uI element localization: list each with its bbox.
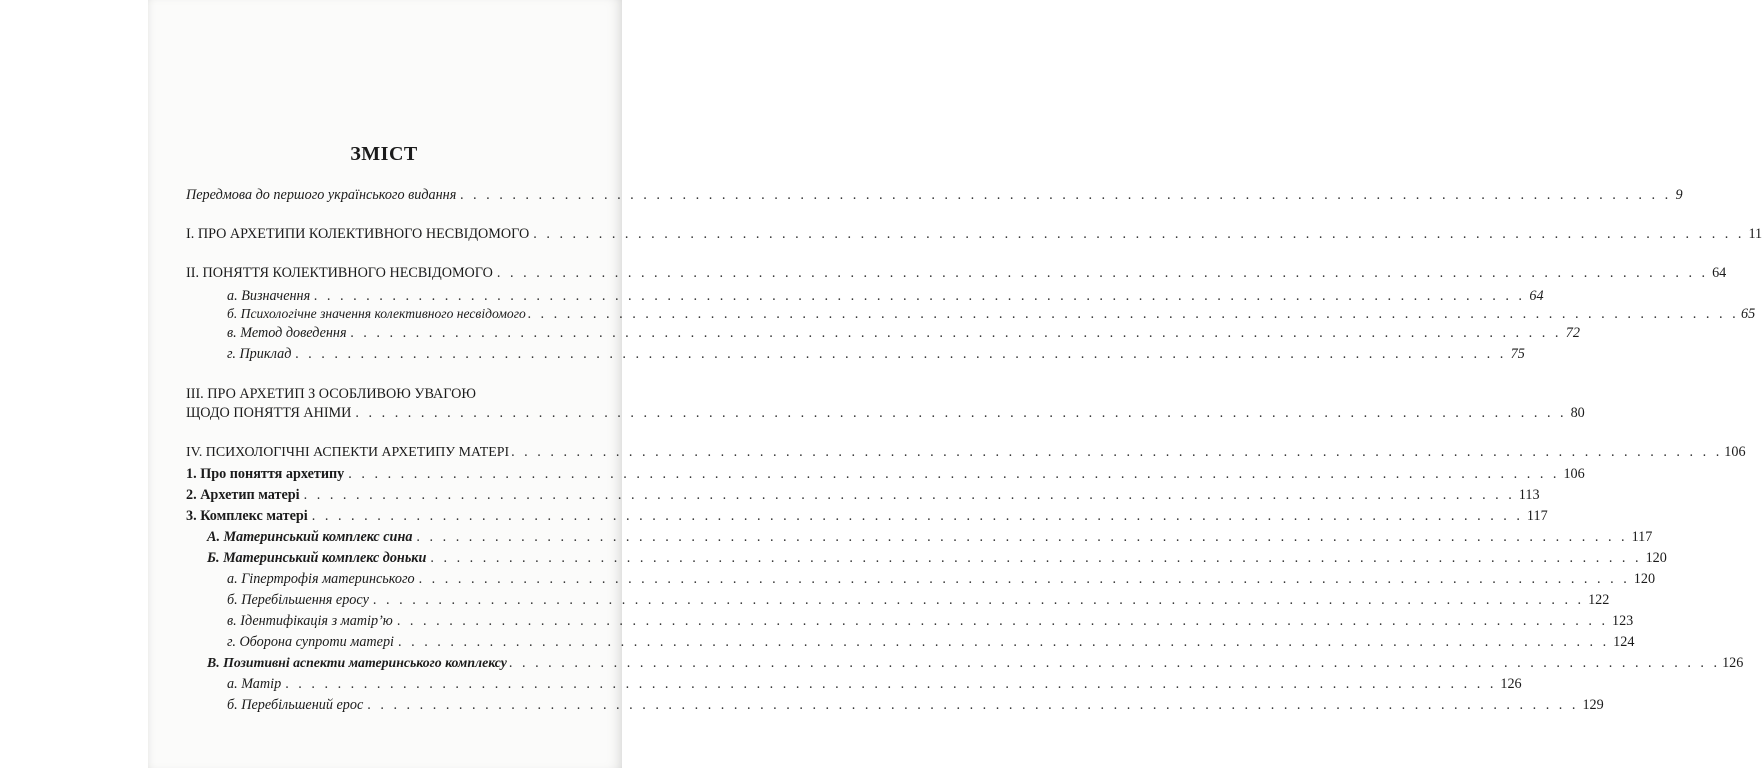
toc-leader-dots: . . . . . . . . . . . . . . . . . . . . . . . . . . . . . . . . . . . . . . . . . . . . . . . . . . . . . . . . . . . . . . . . . . . . . . . . . . . . . . . . . . . . . . . . . . . . . (295, 346, 1507, 362)
toc-leader-dots: . . . . . . . . . . . . . . . . . . . . . . . . . . . . . . . . . . . . . . . . . . . . . . . . . . . . . . . . . . . . . . . . . . . . . . . . . . . . . . . . . . . . . . . . . . . . . (511, 444, 1723, 460)
toc-leader-dots: . . . . . . . . . . . . . . . . . . . . . . . . . . . . . . . . . . . . . . . . . . . . . . . . . . . . . . . . . . . . . . . . . . . . . . . . . . . . . . . . . . . . . . . . . . . . . (348, 466, 1560, 482)
toc-entry-mother (227, 675, 1522, 693)
toc-leader-dots: . . . . . . . . . . . . . . . . . . . . . . . . . . . . . . . . . . . . . . . . . . . . . . . . . . . . . . . . . . . . . . . . . . . . . . . . . . . . . . . . . . . . . . . . . . . . . (533, 226, 1745, 242)
toc-entry-label: І. ПРО АРХЕТИПИ КОЛЕКТИВНОГО НЕСВІДОМОГО (186, 226, 530, 242)
toc-entry-label: 2. Архетип матері (186, 487, 300, 503)
toc-leader-dots: . . . . . . . . . . . . . . . . . . . . . . . . . . . . . . . . . . . . . . . . . . . . . . . . . . . . . . . . . . . . . . . . . . . . . . . . . . . . . . . . . . . . . . . . . . . . . (460, 187, 1672, 203)
toc-leader-dots: . . . . . . . . . . . . . . . . . . . . . . . . . . . . . . . . . . . . . . . . . . . . . . . . . . . . . . . . . . . . . . . . . . . . . . . . . . . . . . . . . . . . . . . . . . . . . (285, 676, 1497, 692)
book-page (148, 0, 622, 768)
toc-entry-label: в. Ідентифікація з матір’ю (227, 613, 393, 629)
toc-entry-positive-aspects (207, 654, 1744, 672)
toc-leader-dots: . . . . . . . . . . . . . . . . . . . . . . . . . . . . . . . . . . . . . . . . . . . . . . . . . . . . . . . . . . . . . . . . . . . . . . . . . . . . . . . . . . . . . . . . . . . . . (367, 697, 1579, 713)
toc-leader-dots: . . . . . . . . . . . . . . . . . . . . . . . . . . . . . . . . . . . . . . . . . . . . . . . . . . . . . . . . . . . . . . . . . . . . . . . . . . . . . . . . . . . . . . . . . . . . . (303, 487, 1515, 503)
toc-entry-sub-g (227, 345, 1525, 363)
toc-entry-page: 113 (1518, 487, 1540, 503)
toc-entry-label: IV. ПСИХОЛОГІЧНІ АСПЕКТИ АРХЕТИПУ МАТЕРІ (186, 445, 510, 460)
toc-entry-page: 124 (1613, 634, 1635, 650)
toc-entry-page: 75 (1510, 346, 1525, 362)
toc-entry-part-1 (186, 225, 1762, 243)
toc-entry-identification (227, 612, 1634, 630)
toc-leader-dots: . . . . . . . . . . . . . . . . . . . . . . . . . . . . . . . . . . . . . . . . . . . . . . . . . . . . . . . . . . . . . . . . . . . . . . . . . . . . . . . . . . . . . . . . . . . . . (508, 655, 1721, 671)
toc-entry-label: б. Психологічне значення колективного несвідомого (227, 306, 526, 321)
toc-entry-page: 64 (1712, 265, 1727, 281)
toc-entry-section-3 (186, 507, 1548, 525)
toc-leader-dots: . . . . . . . . . . . . . . . . . . . . . . . . . . . . . . . . . . . . . . . . . . . . . . . . . . . . . . . . . . . . . . . . . . . . . . . . . . . . . . . . . . . . . . . . . . . . . (396, 613, 1608, 629)
toc-entry-part-3-line1: ІІІ. ПРО АРХЕТИП З ОСОБЛИВОЮ УВАГОЮ (186, 386, 476, 402)
toc-entry-sub-a (227, 287, 1544, 305)
toc-entry-page: 11 (1748, 226, 1762, 242)
toc-entry-page: 72 (1565, 325, 1580, 341)
toc-entry-page: 106 (1724, 444, 1746, 460)
toc-entry-part-3-line2 (186, 404, 1585, 422)
toc-entry-sub-v (227, 324, 1580, 342)
toc-entry-page: 120 (1645, 550, 1667, 566)
toc-entry-label: а. Матір (227, 676, 282, 692)
toc-entry-label: а. Гіпертрофія материнського (227, 571, 415, 587)
toc-entry-daughter-complex (207, 549, 1667, 567)
toc-entry-label: Передмова до першого українського видання (186, 187, 457, 203)
toc-entry-label: В. Позитивні аспекти материнського комплексу (207, 655, 507, 670)
toc-entry-label: ІІ. ПОНЯТТЯ КОЛЕКТИВНОГО НЕСВІДОМОГО (186, 265, 493, 281)
toc-entry-page: 9 (1675, 187, 1683, 203)
toc-entry-page: 65 (1741, 306, 1756, 322)
toc-entry-preface (186, 186, 1683, 204)
toc-entry-page: 117 (1631, 529, 1653, 545)
toc-entry-label: 3. Комплекс матері (186, 508, 308, 524)
toc-entry-part-4 (186, 443, 1746, 462)
toc-entry-defense (227, 633, 1635, 651)
toc-entry-page: 122 (1588, 592, 1610, 608)
toc-entry-page: 123 (1611, 613, 1634, 629)
toc-entry-page: 106 (1563, 466, 1585, 482)
toc-entry-label: ЩОДО ПОНЯТТЯ АНІМИ (186, 405, 352, 421)
toc-entry-label: г. Оборона супроти матері (227, 634, 394, 650)
toc-leader-dots: . . . . . . . . . . . . . . . . . . . . . . . . . . . . . . . . . . . . . . . . . . . . . . . . . . . . . . . . . . . . . . . . . . . . . . . . . . . . . . . . . . . . . . . . . . . . . (311, 508, 1523, 524)
toc-entry-part-2 (186, 264, 1727, 282)
toc-leader-dots: . . . . . . . . . . . . . . . . . . . . . . . . . . . . . . . . . . . . . . . . . . . . . . . . . . . . . . . . . . . . . . . . . . . . . . . . . . . . . . . . . . . . . . . . . . . . . (527, 306, 1739, 322)
toc-entry-page: 126 (1722, 655, 1744, 671)
toc-entry-page: 117 (1526, 508, 1548, 524)
toc-entry-page: 129 (1582, 697, 1604, 713)
toc-entry-section-2 (186, 486, 1540, 504)
toc-entry-page: 80 (1570, 405, 1585, 421)
toc-leader-dots: . . . . . . . . . . . . . . . . . . . . . . . . . . . . . . . . . . . . . . . . . . . . . . . . . . . . . . . . . . . . . . . . . . . . . . . . . . . . . . . . . . . . . . . . . . . . . (350, 325, 1562, 341)
toc-leader-dots: . . . . . . . . . . . . . . . . . . . . . . . . . . . . . . . . . . . . . . . . . . . . . . . . . . . . . . . . . . . . . . . . . . . . . . . . . . . . . . . . . . . . . . . . . . . . . (496, 265, 1709, 281)
toc-entry-page: 64 (1529, 288, 1544, 304)
toc-leader-dots: . . . . . . . . . . . . . . . . . . . . . . . . . . . . . . . . . . . . . . . . . . . . . . . . . . . . . . . . . . . . . . . . . . . . . . . . . . . . . . . . . . . . . . . . . . . . . (314, 288, 1526, 304)
toc-entry-label: г. Приклад (227, 346, 292, 362)
toc-leader-dots: . . . . . . . . . . . . . . . . . . . . . . . . . . . . . . . . . . . . . . . . . . . . . . . . . . . . . . . . . . . . . . . . . . . . . . . . . . . . . . . . . . . . . . . . . . . . . (418, 571, 1630, 587)
toc-entry-son-complex (207, 528, 1653, 546)
toc-entry-label: в. Метод доведення (227, 325, 347, 341)
toc-leader-dots: . . . . . . . . . . . . . . . . . . . . . . . . . . . . . . . . . . . . . . . . . . . . . . . . . . . . . . . . . . . . . . . . . . . . . . . . . . . . . . . . . . . . . . . . . . . . . (355, 405, 1567, 421)
toc-entry-label: а. Визначення (227, 288, 311, 304)
toc-entry-label: б. Перебільшення еросу (227, 592, 369, 608)
toc-leader-dots: . . . . . . . . . . . . . . . . . . . . . . . . . . . . . . . . . . . . . . . . . . . . . . . . . . . . . . . . . . . . . . . . . . . . . . . . . . . . . . . . . . . . . . . . . . . . . (372, 592, 1585, 608)
toc-entry-hypertrophy (227, 570, 1656, 588)
toc-entry-section-1 (186, 465, 1585, 483)
toc-entry-page: 126 (1500, 676, 1522, 692)
toc-entry-label: А. Материнський комплекс сина (207, 529, 413, 545)
toc-leader-dots: . . . . . . . . . . . . . . . . . . . . . . . . . . . . . . . . . . . . . . . . . . . . . . . . . . . . . . . . . . . . . . . . . . . . . . . . . . . . . . . . . . . . . . . . . . . . . (430, 550, 1642, 566)
toc-entry-sub-b (227, 305, 1756, 323)
toc-entry-eros-exaggeration (227, 591, 1610, 609)
toc-entry-label: б. Перебільшений ерос (227, 697, 364, 713)
toc-entry-label: 1. Про поняття архетипу (186, 466, 345, 482)
toc-entry-page: 120 (1633, 571, 1656, 587)
toc-entry-label: Б. Материнський комплекс доньки (207, 550, 427, 566)
toc-title: ЗМІСТ (350, 143, 418, 165)
toc-entry-exaggerated-eros (227, 696, 1604, 714)
toc-leader-dots: . . . . . . . . . . . . . . . . . . . . . . . . . . . . . . . . . . . . . . . . . . . . . . . . . . . . . . . . . . . . . . . . . . . . . . . . . . . . . . . . . . . . . . . . . . . . . (398, 634, 1610, 650)
toc-leader-dots: . . . . . . . . . . . . . . . . . . . . . . . . . . . . . . . . . . . . . . . . . . . . . . . . . . . . . . . . . . . . . . . . . . . . . . . . . . . . . . . . . . . . . . . . . . . . . (416, 529, 1628, 545)
